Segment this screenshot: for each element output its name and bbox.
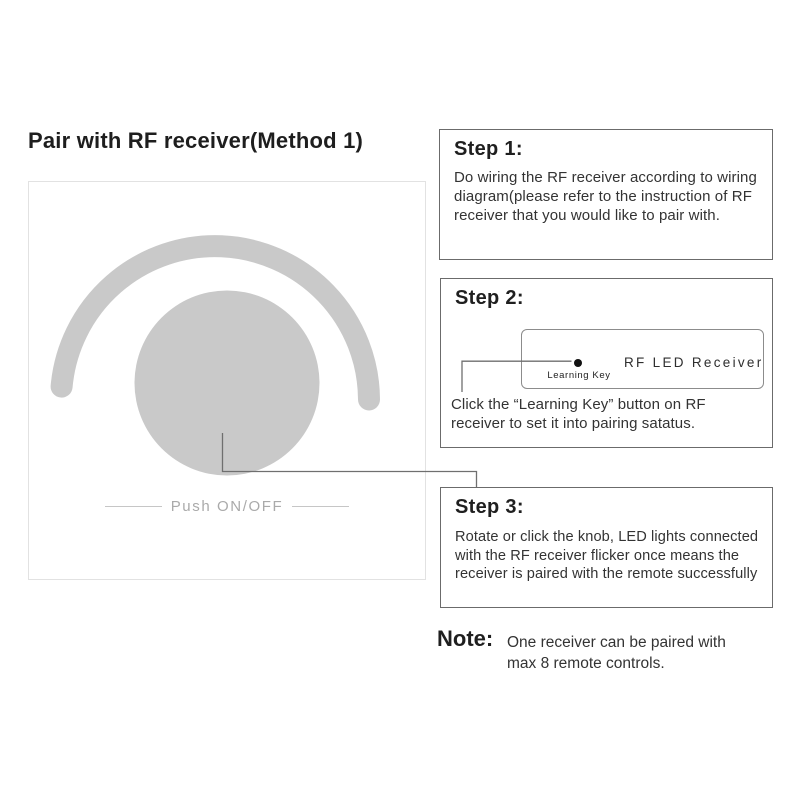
step1-body: Do wiring the RF receiver according to wiring diagram(please refer to the instruction of RF receiver that you would like to pair with.: [454, 169, 757, 224]
step2-heading: Step 2:: [455, 287, 524, 309]
push-left-dash: [105, 506, 162, 507]
knob-illustration-panel: [28, 181, 426, 580]
rf-receiver-diagram: [521, 329, 764, 389]
step1-box: [439, 129, 773, 260]
learning-key-dot-icon: [574, 359, 582, 367]
knob-illustration: [29, 182, 425, 579]
learning-key-label: Learning Key: [547, 370, 611, 381]
push-onoff-label: Push ON/OFF: [170, 498, 284, 515]
knob-icon: [135, 291, 320, 476]
step2-body: Click the “Learning Key” button on RF receiver to set it into pairing satatus.: [451, 396, 706, 432]
step1-heading: Step 1:: [454, 138, 523, 160]
note-text: One receiver can be paired with max 8 remote controls.: [507, 634, 726, 672]
page-title: Pair with RF receiver(Method 1): [28, 128, 364, 153]
step3-body: Rotate or click the knob, LED lights connected with the RF receiver flicker once means the receiver is paired with the remote successfully: [455, 529, 759, 582]
note-label: Note:: [437, 626, 494, 651]
push-right-dash: [292, 506, 349, 507]
push-onoff-row: [29, 498, 425, 515]
step3-heading: Step 3:: [455, 496, 524, 518]
step3-box: [440, 487, 773, 608]
step2-box: [440, 278, 773, 448]
rf-led-receiver-label: RF LED Receiver: [624, 355, 764, 370]
